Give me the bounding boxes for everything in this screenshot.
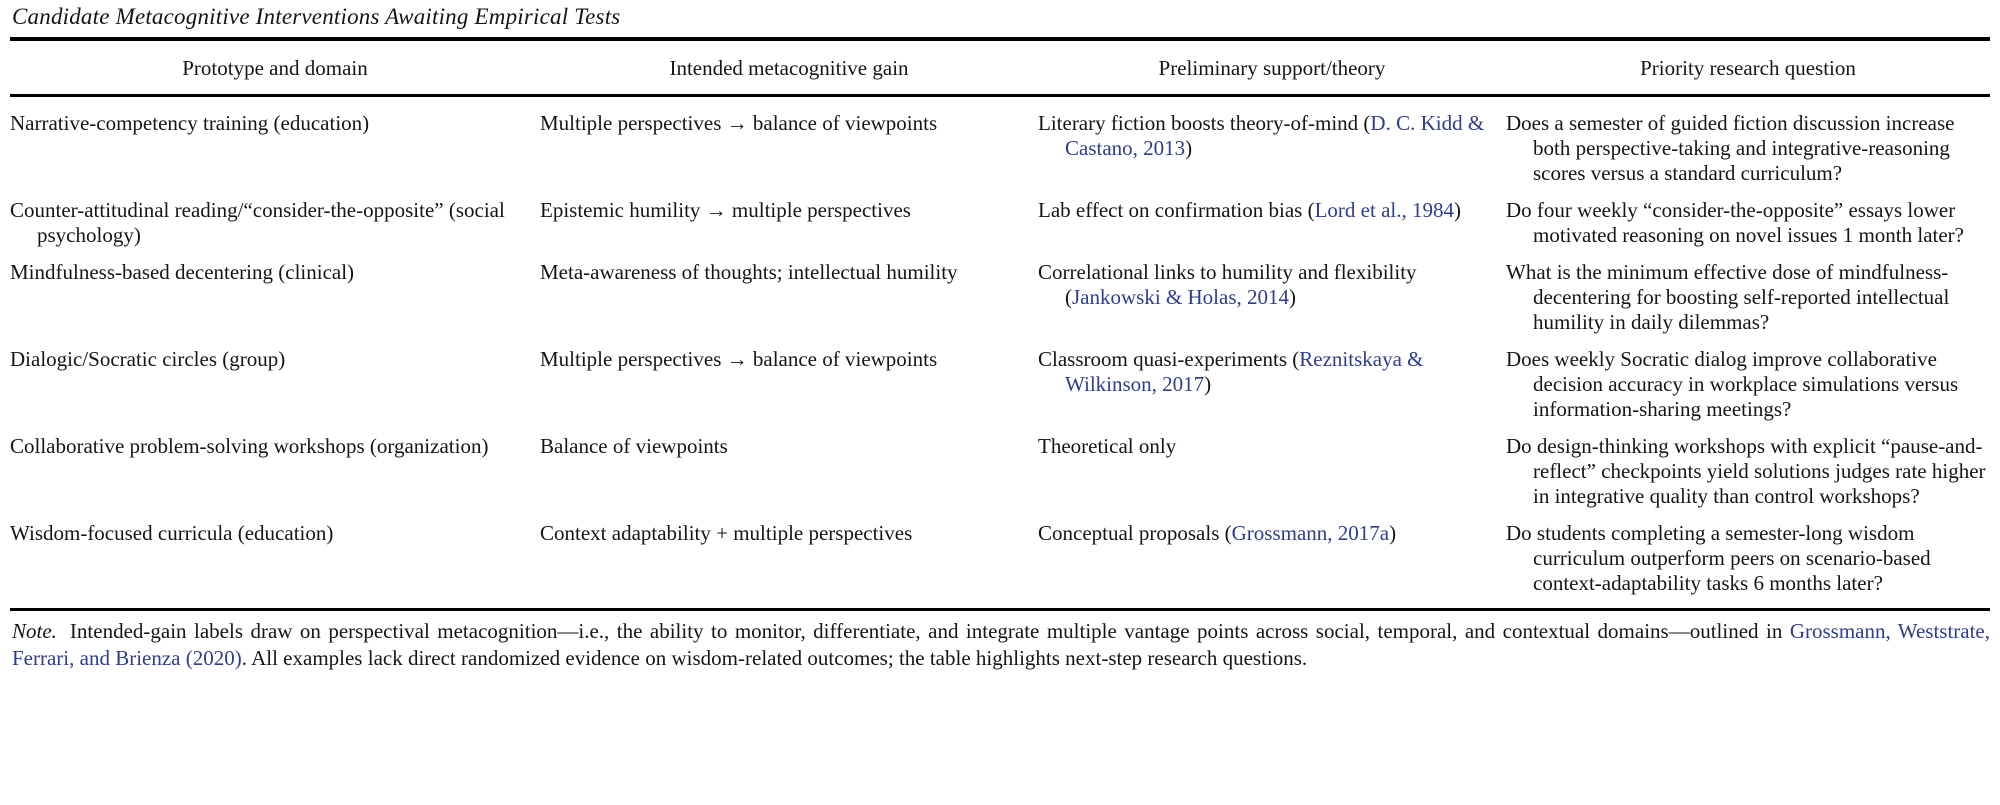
cell-question — [1506, 260, 1990, 347]
column-header-question: Priority research question — [1506, 41, 1990, 96]
cell-question — [1506, 434, 1990, 521]
cell-gain — [540, 521, 1038, 608]
support-prefix: Theoretical only — [1038, 434, 1177, 458]
prototype-text: Mindfulness-based decentering (clinical) — [10, 260, 355, 284]
support-suffix: ) — [1204, 372, 1212, 396]
cell-prototype — [10, 347, 540, 434]
cell-question — [1506, 96, 1990, 199]
cell-gain — [540, 96, 1038, 199]
cell-prototype — [10, 198, 540, 260]
table-row — [10, 347, 1990, 434]
gain-text: Meta-awareness of thoughts; intellectual humility — [540, 260, 958, 284]
question-text: Do four weekly “consider-the-opposite” essays lower motivated reasoning on novel issues 1 month later? — [1506, 198, 1964, 247]
support-prefix: Lab effect on confirmation bias ( — [1038, 198, 1315, 222]
prototype-text: Narrative-competency training (education) — [10, 111, 370, 135]
citation-link[interactable]: Lord et al., 1984 — [1314, 198, 1454, 222]
cell-prototype — [10, 96, 540, 199]
citation-link[interactable]: Grossmann, 2017a — [1231, 521, 1390, 545]
cell-support — [1038, 347, 1506, 434]
support-text — [1038, 434, 1492, 459]
support-suffix: ) — [1389, 521, 1397, 545]
table-row — [10, 521, 1990, 608]
cell-prototype — [10, 521, 540, 608]
column-header-gain: Intended metacognitive gain — [540, 41, 1038, 96]
cell-gain — [540, 434, 1038, 521]
support-suffix: ) — [1185, 136, 1193, 160]
support-suffix: ) — [1289, 285, 1296, 309]
support-prefix: Conceptual proposals ( — [1038, 521, 1232, 545]
cell-support — [1038, 198, 1506, 260]
cell-prototype — [10, 260, 540, 347]
cell-support — [1038, 521, 1506, 608]
cell-gain — [540, 198, 1038, 260]
cell-prototype — [10, 434, 540, 521]
question-text: What is the minimum effective dose of mindfulness-decentering for boosting self-reported intellectual humility in daily dilemmas? — [1506, 260, 1950, 334]
cell-support — [1038, 96, 1506, 199]
support-prefix: Literary fiction boosts theory-of-mind ( — [1038, 111, 1371, 135]
cell-support — [1038, 260, 1506, 347]
prototype-text: Counter-attitudinal reading/“consider-the-opposite” (social psychology) — [10, 198, 505, 247]
support-text — [1038, 521, 1492, 546]
support-text — [1038, 260, 1492, 310]
prototype-text: Dialogic/Socratic circles (group) — [10, 347, 286, 371]
cell-question — [1506, 198, 1990, 260]
table-row — [10, 198, 1990, 260]
support-text — [1038, 347, 1492, 397]
question-text: Do design-thinking workshops with explicit “pause-and-reflect” checkpoints yield solutions judges rate higher in integrative quality than control workshops? — [1506, 434, 1986, 508]
gain-text: Balance of viewpoints — [540, 434, 728, 458]
column-header-support: Preliminary support/theory — [1038, 41, 1506, 96]
prototype-text: Wisdom-focused curricula (education) — [10, 521, 334, 545]
cell-question — [1506, 347, 1990, 434]
header-row — [10, 41, 1990, 96]
cell-gain — [540, 347, 1038, 434]
note-text-after: . All examples lack direct randomized evidence on wisdom-related outcomes; the table highlights next-step research questions. — [241, 646, 1308, 670]
table-row — [10, 434, 1990, 521]
question-text: Do students completing a semester-long wisdom curriculum outperform peers on scenario-based context-adaptability tasks 6 months later? — [1506, 521, 1931, 595]
gain-text: Context adaptability + multiple perspectives — [540, 521, 913, 545]
support-prefix: Classroom quasi-experiments ( — [1038, 347, 1300, 371]
support-prefix: Correlational links to humility and flexibility ( — [1038, 260, 1417, 309]
table-row — [10, 260, 1990, 347]
question-text: Does a semester of guided fiction discussion increase both perspective-taking and integrative-reasoning scores versus a standard curriculum? — [1506, 111, 1955, 185]
question-text: Does weekly Socratic dialog improve collaborative decision accuracy in workplace simulations versus information-sharing meetings? — [1506, 347, 1959, 421]
table-note — [10, 611, 1990, 672]
citation-link[interactable]: Reznitskaya & Wilkinson, 2017 — [1065, 347, 1424, 396]
cell-support — [1038, 434, 1506, 521]
support-text — [1038, 198, 1492, 223]
note-citation-link[interactable]: Grossmann, Weststrate, Ferrari, and Brienza (2020) — [12, 619, 1990, 670]
prototype-text: Collaborative problem-solving workshops (organization) — [10, 434, 489, 458]
note-text-before: Intended-gain labels draw on perspectival metacognition—i.e., the ability to monitor, differentiate, and integrate multiple vantage points across social, temporal, and contextual domains—outlined in — [69, 619, 1790, 643]
gain-text: Multiple perspectives → balance of viewpoints — [540, 111, 938, 135]
support-suffix: ) — [1453, 198, 1461, 222]
support-text — [1038, 111, 1492, 161]
gain-text: Epistemic humility → multiple perspectives — [540, 198, 911, 222]
note-label: Note. — [12, 619, 57, 643]
table-row — [10, 96, 1990, 199]
cell-question — [1506, 521, 1990, 608]
citation-link[interactable]: Jankowski & Holas, 2014 — [1072, 285, 1289, 309]
cell-gain — [540, 260, 1038, 347]
table-title: Candidate Metacognitive Interventions Awaiting Empirical Tests — [12, 4, 621, 29]
table-body — [10, 96, 1990, 609]
column-header-prototype: Prototype and domain — [10, 41, 540, 96]
citation-link[interactable]: D. C. Kidd & Castano, 2013 — [1065, 111, 1485, 160]
data-table — [10, 41, 1990, 608]
gain-text: Multiple perspectives → balance of viewpoints — [540, 347, 938, 371]
